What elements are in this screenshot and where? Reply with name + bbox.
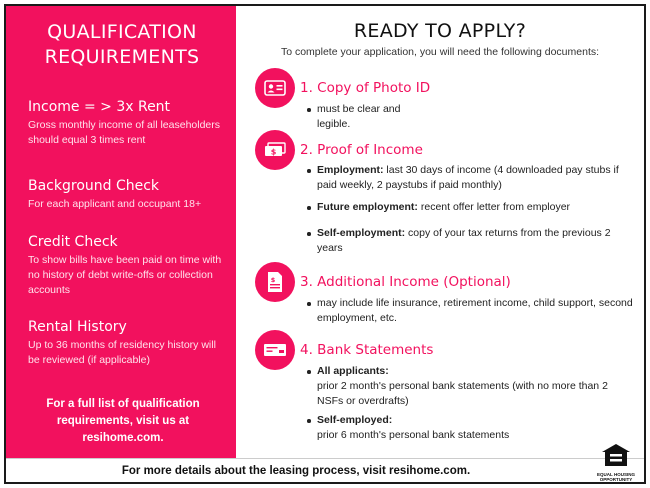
ready-subtitle: To complete your application, you will need the following documents: [280, 46, 600, 58]
id-bullet: must be clear and legible. [317, 102, 427, 132]
bank-all-bullet [317, 364, 633, 409]
title-line-1: QUALIFICATION [47, 21, 197, 43]
requirement-desc: Up to 36 months of residency history will be reviewed (if applicable) [28, 339, 216, 366]
all-applicants-label: All applicants: [317, 365, 389, 377]
requirement-desc: To show bills have been paid on time with no history of debt write-offs or collection accounts [28, 254, 222, 296]
requirement-heading: Background Check [28, 178, 160, 194]
flyer [4, 4, 646, 484]
documents-panel [236, 6, 644, 458]
requirement-income [28, 98, 228, 148]
self-employed-label: Self-employed: [317, 414, 393, 426]
logo-caption-2: OPPORTUNITY [599, 477, 633, 482]
footer [6, 458, 644, 482]
requirement-heading: Credit Check [28, 234, 118, 250]
requirement-heading: Rental History [28, 319, 127, 335]
self-employed-text: prior 6 month's personal bank statements [317, 429, 510, 441]
income-employment-bullet [317, 163, 633, 193]
requirement-rental [28, 318, 228, 368]
section-heading-bank-statements: 4. Bank Statements [300, 342, 434, 358]
title-line-2: REQUIREMENTS [44, 46, 200, 68]
footer-text: For more details about the leasing process, visit resihome.com. [121, 465, 471, 477]
qualification-title [18, 20, 226, 70]
income-self-bullet [317, 226, 633, 256]
document-icon [255, 262, 295, 302]
future-employment-text: recent offer letter from employer [417, 201, 571, 213]
section-heading-additional-income: 3. Additional Income (Optional) [300, 274, 511, 290]
self-employment-text: copy of your tax returns from the previous 2 years [317, 227, 611, 254]
ready-title: READY TO APPLY? [353, 20, 527, 42]
future-employment-label: Future employment: [317, 201, 418, 213]
svg-text:$: $ [270, 276, 276, 284]
money-icon [255, 130, 295, 170]
income-future-bullet [317, 200, 633, 215]
employment-text: last 30 days of income (4 downloaded pay stubs if paid weekly, 2 paystubs if paid monthly) [317, 164, 619, 191]
requirement-heading: Income = > 3x Rent [28, 99, 171, 115]
equal-housing-logo [594, 443, 638, 482]
bank-self-bullet [317, 413, 633, 443]
logo-caption-1: EQUAL HOUSING [597, 472, 635, 477]
check-icon [255, 330, 295, 370]
requirement-credit [28, 233, 228, 298]
qualification-cta: For a full list of qualification requirements, visit us at resihome.com. [46, 398, 200, 444]
id-card-icon [255, 68, 295, 108]
additional-income-bullet: may include life insurance, retirement income, child support, second employment, etc. [317, 297, 633, 324]
requirement-desc: Gross monthly income of all leaseholders should equal 3 times rent [28, 119, 221, 146]
section-heading-photo-id: 1. Copy of Photo ID [300, 80, 431, 96]
employment-label: Employment: [317, 164, 384, 176]
requirement-desc: For each applicant and occupant 18+ [28, 198, 202, 210]
all-applicants-text: prior 2 month's personal bank statements (with no more than 2 NSFs or overdrafts) [317, 380, 608, 407]
svg-text:$: $ [270, 147, 277, 157]
section-heading-proof-income: 2. Proof of Income [300, 142, 423, 158]
house-icon [601, 443, 631, 467]
requirement-background [28, 177, 228, 212]
self-employment-label: Self-employment: [317, 227, 406, 239]
qualification-panel [6, 6, 236, 458]
